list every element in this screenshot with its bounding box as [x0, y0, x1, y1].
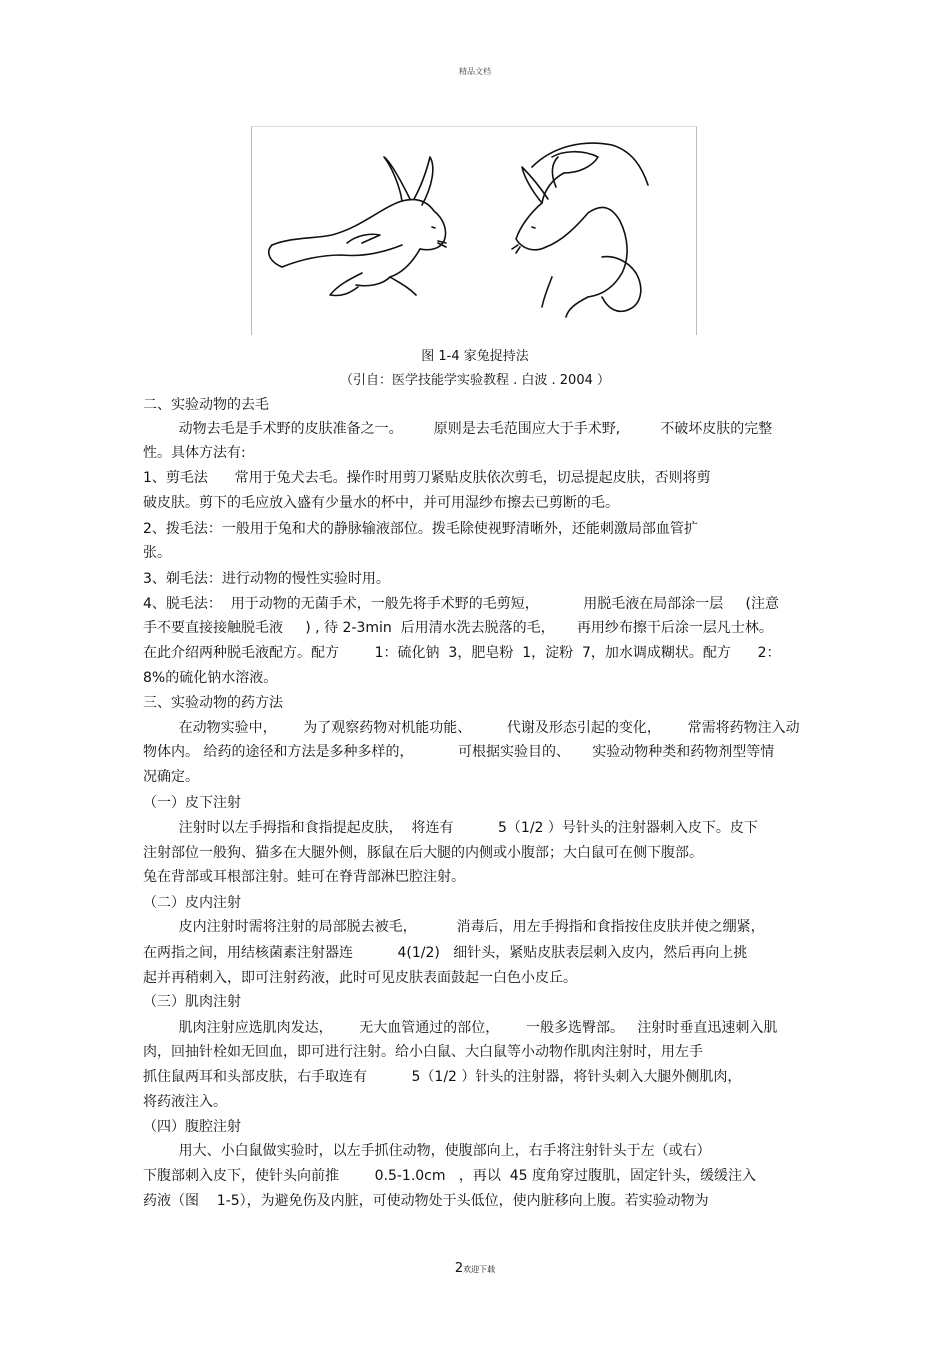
text-line: （四）腹腔注射	[143, 1119, 241, 1135]
text-line: 二、实验动物的去毛	[143, 397, 269, 413]
text-line: 注射部位一般狗、猫多在大腿外侧，豚鼠在后大腿的内侧或小腹部；大白鼠可在侧下腹部。	[143, 845, 703, 861]
text-line: 起并再稍刺入，即可注射药液，此时可见皮肤表面鼓起一白色小皮丘。	[143, 970, 577, 986]
text-line: 肉，回抽针栓如无回血，即可进行注射。给小白鼠、大白鼠等小动物作肌肉注射时，用左手	[143, 1044, 703, 1060]
text-line: 药液（图 1-5），为避免伤及内脏，可使动物处于头低位，使内脏移向上腹。若实验动物为	[143, 1193, 709, 1209]
text-line: 性。具体方法有:	[143, 445, 246, 461]
text-line: 况确定。	[143, 769, 199, 785]
text-line: 将药液注入。	[143, 1094, 227, 1110]
text-line: 用大、小白鼠做实验时，以左手抓住动物，使腹部向上，右手将注射针头于左（或右）	[143, 1143, 711, 1159]
right-rabbit-drawing	[512, 143, 648, 317]
rabbit-illustration	[252, 127, 696, 335]
text-line: 1、剪毛法 常用于兔犬去毛。操作时用剪刀紧贴皮肤依次剪毛，切忌提起皮肤，否则将剪	[143, 470, 711, 486]
footer-note: 欢迎下载	[463, 1265, 496, 1274]
page-footer	[0, 1261, 950, 1276]
text-line: 注射时以左手拇指和食指提起皮肤， 将连有 5（1/2 ）号针头的注射器刺入皮下。皮下	[143, 820, 758, 836]
text-line: 张。	[143, 545, 171, 561]
left-rabbit-drawing	[269, 157, 446, 296]
text-line: （三）肌肉注射	[143, 994, 241, 1010]
text-line: （一）皮下注射	[143, 795, 241, 811]
text-line: 手不要直接接触脱毛液 ) , 待 2-3min 后用清水洗去脱落的毛， 再用纱布擦干后涂一层凡士林。	[143, 620, 773, 636]
text-line: 在两指之间，用结核菌素注射器连 4(1/2) 细针头，紧贴皮肤表层刺入皮内，然后再向上挑	[143, 945, 748, 961]
figure-caption: 图 1-4 家兔捉持法	[421, 349, 529, 364]
text-line: 8%的硫化钠水溶液。	[143, 670, 278, 686]
rabbit-holding-figure	[251, 126, 697, 335]
figure-source: （引自：医学技能学实验教程 . 白波 . 2004 ）	[339, 373, 610, 388]
text-line: 皮内注射时需将注射的局部脱去被毛， 消毒后，用左手拇指和食指按住皮肤并使之绷紧，	[143, 919, 765, 935]
text-line: 物体内。 给药的途径和方法是多种多样的， 可根据实验目的、 实验动物种类和药物剂型等情	[143, 744, 775, 760]
text-line: 动物去毛是手术野的皮肤准备之一。 原则是去毛范围应大于手术野, 不破坏皮肤的完整	[143, 421, 773, 437]
text-line: 三、实验动物的药方法	[143, 695, 283, 711]
text-line: （二）皮内注射	[143, 895, 241, 911]
text-line: 2、拨毛法：一般用于兔和犬的静脉输液部位。拨毛除使视野清晰外，还能刺激局部血管扩	[143, 521, 698, 537]
text-line: 兔在背部或耳根部注射。蛙可在脊背部淋巴腔注射。	[143, 869, 465, 885]
page-header: 精品文档	[459, 67, 491, 76]
text-line: 在动物实验中， 为了观察药物对机能功能、 代谢及形态引起的变化， 常需将药物注入动	[143, 720, 800, 736]
text-line: 破皮肤。剪下的毛应放入盛有少量水的杯中，并可用湿纱布擦去已剪断的毛。	[143, 495, 619, 511]
text-line: 4、脱毛法： 用于动物的无菌手术，一般先将手术野的毛剪短， 用脱毛液在局部涂一层 (注意	[143, 596, 780, 612]
text-line: 抓住鼠两耳和头部皮肤，右手取连有 5（1/2 ）针头的注射器，将针头刺入大腿外侧肌肉，	[143, 1069, 742, 1085]
page-number: 2	[454, 1261, 464, 1276]
text-line: 肌肉注射应选肌肉发达， 无大血管通过的部位， 一般多选臀部。 注射时垂直迅速刺入肌	[143, 1020, 778, 1036]
text-line: 下腹部刺入皮下，使针头向前推 0.5-1.0cm ，再以 45 度角穿过腹肌，固定针头，缓缓注入	[143, 1168, 757, 1184]
text-line: 在此介绍两种脱毛液配方。配方 1：硫化钠 3，肥皂粉 1，淀粉 7，加水调成糊状。配方 2：	[143, 645, 781, 661]
text-line: 3、剃毛法：进行动物的慢性实验时用。	[143, 571, 390, 587]
